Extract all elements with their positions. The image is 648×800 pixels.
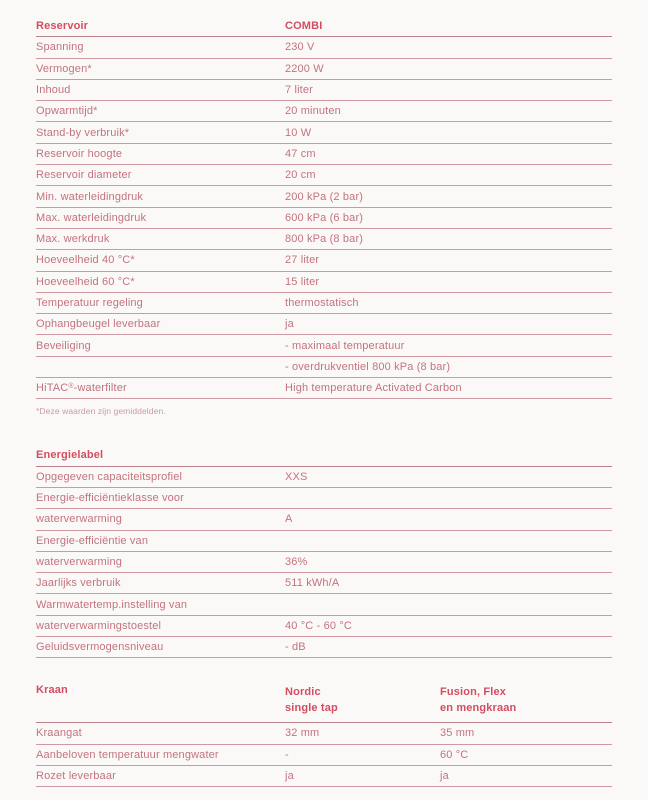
- kraan-header-row: [36, 684, 612, 723]
- spec-label: Aanbeloven temperatuur mengwater: [36, 748, 219, 761]
- spec-value: - overdrukventiel 800 kPa (8 bar): [285, 360, 451, 373]
- energielabel-title: Energielabel: [36, 449, 104, 462]
- spec-value: XXS: [285, 470, 308, 483]
- spec-label: Warmwatertemp.instelling van: [36, 598, 188, 611]
- spec-label: Energie-efficiëntieklasse voor: [36, 492, 184, 505]
- spec-value-nordic: 32 mm: [285, 727, 320, 740]
- spec-value: 15 liter: [285, 275, 320, 288]
- hitac-label-suffix: -waterfilter: [73, 382, 127, 395]
- spec-label: Reservoir diameter: [36, 169, 132, 182]
- spec-row: [36, 314, 612, 335]
- spec-label: Opwarmtijd*: [36, 105, 98, 118]
- spec-value: 40 °C - 60 °C: [285, 619, 352, 632]
- spec-value: - maximaal temperatuur: [285, 339, 405, 352]
- spec-label: Ophangbeugel leverbaar: [36, 318, 161, 331]
- spec-label: Hoeveelheid 60 °C*: [36, 275, 135, 288]
- spec-row: [36, 293, 612, 314]
- spec-row: [36, 208, 612, 229]
- spec-label: Rozet leverbaar: [36, 770, 116, 783]
- spec-row: [36, 594, 612, 615]
- spec-value: 7 liter: [285, 84, 313, 97]
- spec-value-nordic: -: [285, 748, 289, 761]
- spec-label: Spanning: [36, 41, 84, 54]
- spec-value: High temperature Activated Carbon: [285, 382, 462, 395]
- spec-row: [36, 723, 612, 744]
- spec-value: A: [285, 513, 293, 526]
- energielabel-table: [36, 445, 612, 658]
- spec-row: [36, 531, 612, 552]
- spec-row: [36, 186, 612, 207]
- spec-value: 600 kPa (6 bar): [285, 211, 364, 224]
- spec-value: 800 kPa (8 bar): [285, 233, 364, 246]
- spec-row: [36, 80, 612, 101]
- spec-value-fusion: 60 °C: [440, 748, 469, 761]
- spec-row: [36, 37, 612, 58]
- kraan-column2-header: Fusion, Flex en mengkraan: [440, 686, 517, 715]
- spec-label: Hoeveelheid 40 °C*: [36, 254, 135, 267]
- spec-value-nordic: ja: [285, 770, 294, 783]
- reservoir-header-row: [36, 16, 612, 37]
- spec-row: [36, 250, 612, 271]
- spec-row: [36, 165, 612, 186]
- spec-label: Vermogen*: [36, 62, 92, 75]
- spec-value: 10 W: [285, 126, 312, 139]
- spec-row: [36, 144, 612, 165]
- spec-value: ja: [285, 318, 294, 331]
- spec-row: [36, 488, 612, 509]
- spec-label: Reservoir hoogte: [36, 147, 123, 160]
- spec-label: Inhoud: [36, 84, 71, 97]
- hitac-label: HiTAC: [36, 382, 69, 395]
- spec-value: 511 kWh/A: [285, 577, 340, 590]
- spec-row: [36, 378, 612, 399]
- spec-row: [36, 59, 612, 80]
- spec-label: Geluidsvermogensniveau: [36, 641, 164, 654]
- spec-label: Kraangat: [36, 727, 82, 740]
- spec-label: Max. waterleidingdruk: [36, 211, 147, 224]
- spec-label: waterverwarming: [36, 555, 122, 568]
- spec-row: [36, 745, 612, 766]
- spec-row: [36, 467, 612, 488]
- spec-label: Temperatuur regeling: [36, 297, 143, 309]
- spec-label: Stand-by verbruik*: [36, 126, 130, 139]
- spec-value: 20 minuten: [285, 105, 341, 118]
- spec-value: - dB: [285, 641, 306, 654]
- spec-label: Max. werkdruk: [36, 233, 110, 246]
- kraan-table: [36, 684, 612, 787]
- spec-value: 27 liter: [285, 254, 320, 267]
- spec-value: 36%: [285, 555, 308, 568]
- registered-trademark-symbol: ®: [68, 383, 74, 391]
- spec-row: [36, 573, 612, 594]
- spec-row: [36, 637, 612, 658]
- spec-label: Energie-efficiëntie van: [36, 534, 149, 547]
- energielabel-header-row: [36, 445, 612, 466]
- kraan-column1-header: Nordic single tap: [285, 686, 338, 715]
- spec-value: 200 kPa (2 bar): [285, 190, 364, 203]
- spec-row: [36, 229, 612, 250]
- reservoir-table: [36, 16, 612, 399]
- spec-value: 2200 W: [285, 62, 324, 75]
- spec-label: Opgegeven capaciteitsprofiel: [36, 470, 183, 483]
- spec-label: waterverwarming: [36, 513, 122, 526]
- spec-row: [36, 509, 612, 530]
- kraan-title: Kraan: [36, 684, 68, 697]
- spec-label: Beveiliging: [36, 339, 91, 352]
- spec-row: [36, 616, 612, 637]
- spec-value: 20 cm: [285, 169, 316, 182]
- spec-row: [36, 357, 612, 378]
- spec-label: [36, 382, 285, 394]
- spec-label: Jaarlijks verbruik: [36, 577, 121, 590]
- reservoir-column-header: COMBI: [285, 20, 323, 33]
- spec-row: [36, 272, 612, 293]
- spec-row: [36, 335, 612, 356]
- spec-value: 47 cm: [285, 147, 316, 160]
- spec-sheet: [36, 0, 612, 787]
- spec-row: [36, 101, 612, 122]
- spec-label: Min. waterleidingdruk: [36, 190, 144, 203]
- spec-row: [36, 122, 612, 143]
- spec-value: 230 V: [285, 41, 315, 54]
- footnote: *Deze waarden zijn gemiddelden.: [36, 406, 166, 417]
- spec-value: thermostatisch: [285, 297, 359, 309]
- spec-value-fusion: 35 mm: [440, 727, 475, 740]
- reservoir-title: Reservoir: [36, 20, 89, 33]
- spec-value-fusion: ja: [440, 770, 449, 783]
- spec-row: [36, 766, 612, 787]
- spec-label: waterverwarmingstoestel: [36, 619, 162, 632]
- spec-row: [36, 552, 612, 573]
